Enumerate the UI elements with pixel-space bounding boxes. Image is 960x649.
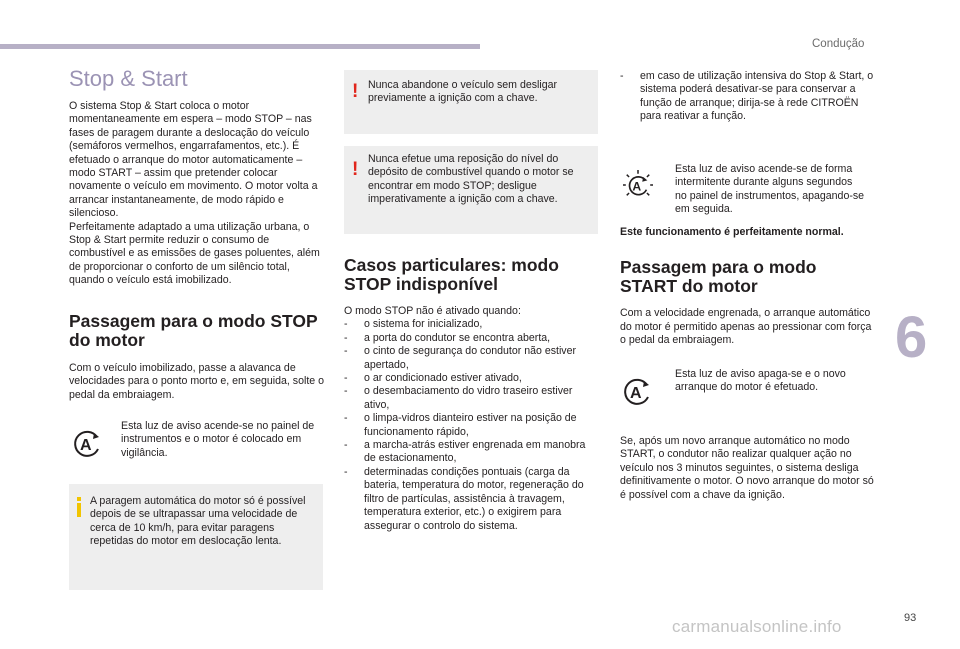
- warning-text-2: Nunca efetue uma reposição do nível do depósito de combustível quando o motor se encontrar em modo STOP; desligue imperativamente a ignição com a chave.: [368, 153, 574, 206]
- svg-text:A: A: [80, 437, 92, 454]
- list-item: - em caso de utilização intensiva do Stop & Start, o sistema poderá desativar-se para conservar a função de arranque; dirija-se à rede CITROËN para reativar a função.: [620, 70, 878, 124]
- normal-operation-note: Este funcionamento é perfeitamente normal.: [620, 226, 844, 238]
- start-paragraph: Com a velocidade engrenada, o arranque automático do motor é permitido apenas ao pressionar com força o pedal da embraiagem.: [620, 307, 872, 347]
- start-heading: Passagem para o modo START do motor: [620, 257, 817, 297]
- section-label: Condução: [812, 38, 865, 50]
- stop-paragraph: Com o veículo imobilizado, passe a alavanca de velocidades para o ponto morto e, em seguida, solte o pedal da embraiagem.: [69, 361, 324, 401]
- warning-icon: !: [352, 159, 359, 180]
- list-item: - o limpa-vidros dianteiro estiver na posição de funcionamento rápido,: [344, 412, 600, 439]
- info-icon: [77, 497, 81, 519]
- list-item: - o ar condicionado estiver ativado,: [344, 372, 600, 385]
- list-item: - determinadas condições pontuais (carga da bateria, temperatura do motor, regeneração do filtro de partículas, assistência à travagem, temperatura exterior, etc.) o exigirem para assegurar o controlo do sistema.: [344, 466, 600, 533]
- stop-heading: Passagem para o modo STOP do motor: [69, 310, 318, 350]
- final-paragraph: Se, após um novo arranque automático no modo START, o condutor não realizar qualquer ação no veículo nos 3 minutos seguintes, o sistema desliga definitivamente o motor. O novo arranque do motor só é possível com a chave da ignição.: [620, 435, 874, 501]
- stop-start-off-icon: [621, 376, 653, 406]
- lamp-on-text: Esta luz de aviso acende-se no painel de instrumentos e o motor é colocado em vigilância.: [121, 420, 315, 459]
- particular-cases-lead: O modo STOP não é ativado quando:: [344, 305, 521, 317]
- stop-conditions-list: [344, 318, 600, 533]
- column-2: [344, 256, 600, 533]
- svg-text:A: A: [630, 385, 642, 402]
- watermark: carmanualsonline.info: [672, 617, 842, 636]
- header-bar: [0, 44, 480, 49]
- intro-paragraph: O sistema Stop & Start coloca o motor momentaneamente em espera – modo STOP – nas fases de paragem durante a deslocação do veículo (semáforos vermelhos, engarrafamentos, etc.). É efetuado o arranque do motor automaticamente – modo START – assim que pretender colocar novamente o veículo em movimento. O motor volta a arrancar instantaneamente, de modo rápido e silencioso.: [69, 100, 318, 220]
- warning-text-1: Nunca abandone o veículo sem desligar previamente a ignição com a chave.: [368, 79, 558, 105]
- column-1: [69, 66, 325, 402]
- lamp-off-text: Esta luz de aviso apaga-se e o novo arranque do motor é efetuado.: [675, 368, 846, 394]
- chapter-number: 6: [895, 305, 928, 370]
- intensive-use-list: [620, 70, 878, 124]
- stop-start-a-icon: [71, 428, 103, 458]
- particular-cases-heading: Casos particulares: modo STOP indisponível: [344, 255, 559, 294]
- list-item: - a marcha-atrás estiver engrenada em manobra de estacionamento,: [344, 439, 600, 466]
- column-3: [620, 226, 878, 348]
- warning-icon: !: [352, 81, 359, 102]
- intro-paragraph-2: Perfeitamente adaptado a uma utilização urbana, o Stop & Start permite reduzir o consumo de combustível e as emissões de gases poluentes, além de proporcionar o conforto de um silêncio total, quando o veículo está imobilizado.: [69, 220, 320, 287]
- list-item: - a porta do condutor se encontra aberta,: [344, 332, 600, 345]
- list-item: - o sistema for inicializado,: [344, 318, 600, 331]
- info-text: A paragem automática do motor só é possível depois de se ultrapassar uma velocidade de cerca de 10 km/h, para evitar paragens repetidas do motor em deslocação lenta.: [90, 495, 306, 548]
- lamp-flash-text: Esta luz de aviso acende-se de forma intermitente durante alguns segundos no painel de instrumentos, apagando-se em seguida.: [675, 163, 865, 216]
- page-title: Stop & Start: [69, 66, 188, 91]
- svg-text:A: A: [632, 179, 642, 194]
- page-number: 93: [904, 612, 917, 624]
- list-item: - o desembaciamento do vidro traseiro estiver ativo,: [344, 385, 600, 412]
- list-item: - o cinto de segurança do condutor não estiver apertado,: [344, 345, 600, 372]
- stop-start-flashing-icon: [622, 170, 654, 200]
